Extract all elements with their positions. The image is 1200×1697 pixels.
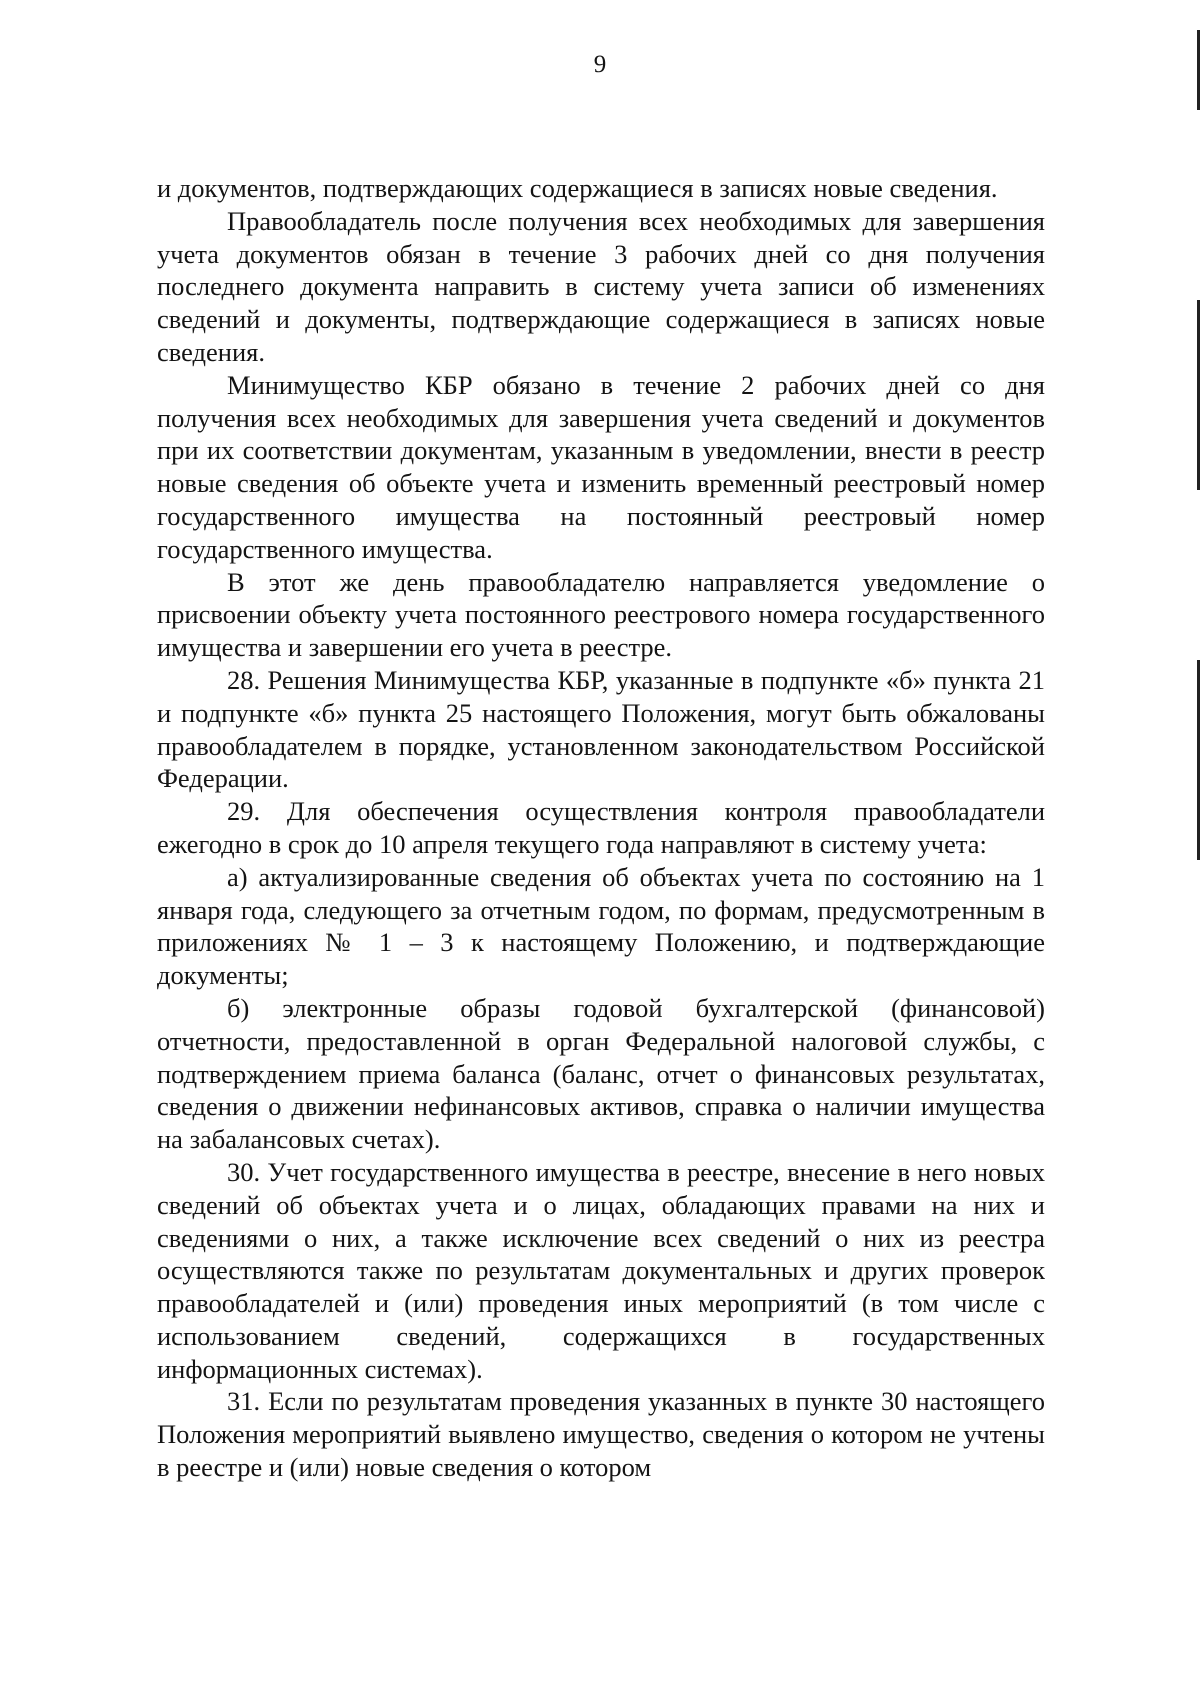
paragraph: В этот же день правообладателю направляется уведомление о присвоении объекту учета постоянного реестрового номера государственного имущества и завершении его учета в реестре. xyxy=(157,566,1045,663)
page-number: 9 xyxy=(593,51,607,78)
paragraph: 29. Для обеспечения осуществления контроля правообладатели ежегодно в срок до 10 апреля текущего года направляют в систему учета: xyxy=(157,796,1045,859)
paragraph: 30. Учет государственного имущества в реестре, внесение в него новых сведений об объектах учета и о лицах, обладающих правами на них и сведениями о них, а также исключение всех сведений о них из реестра осуществляются также по результатам документальных и других проверок правообладателей и (или) проведения иных мероприятий (в том числе с использованием сведений, содержащихся в государственных информационных системах). xyxy=(157,1156,1045,1384)
paragraph: Минимущество КБР обязано в течение 2 рабочих дней со дня получения всех необходимых для завершения учета сведений и документов при их соответствии документам, указанным в уведомлении, внести в реестр новые сведения об объекте учета и изменить временный реестровый номер государственного имущества на постоянный реестровый номер государственного имущества. xyxy=(157,369,1045,564)
paragraph: и документов, подтверждающих содержащиеся в записях новые сведения. xyxy=(157,173,998,203)
document-body xyxy=(157,172,1045,1484)
paragraph: б) электронные образы годовой бухгалтерской (финансовой) отчетности, предоставленной в орган Федеральной налоговой службы, с подтверждением приема баланса (баланс, отчет о финансовых результатах, сведения о движении нефинансовых активов, справка о наличии имущества на забалансовых счетах). xyxy=(157,992,1045,1155)
paragraph: Правообладатель после получения всех необходимых для завершения учета документов обязан в течение 3 рабочих дней со дня получения последнего документа направить в систему учета записи об изменениях сведений и документы, подтверждающие содержащиеся в записях новые сведения. xyxy=(157,205,1045,367)
paragraph: а) актуализированные сведения об объектах учета по состоянию на 1 января года, следующего за отчетным годом, по формам, предусмотренным в приложениях № 1 – 3 к настоящему Положению, и подтверждающие документы; xyxy=(157,861,1045,991)
paragraph: 31. Если по результатам проведения указанных в пункте 30 настоящего Положения мероприятий выявлено имущество, сведения о котором не учтены в реестре и (или) новые сведения о котором xyxy=(157,1386,1045,1483)
paragraph: 28. Решения Минимущества КБР, указанные в подпункте «б» пункта 21 и подпункте «б» пункта 25 настоящего Положения, могут быть обжалованы правообладателем в порядке, установленном законодательством Российской Федерации. xyxy=(157,664,1045,794)
